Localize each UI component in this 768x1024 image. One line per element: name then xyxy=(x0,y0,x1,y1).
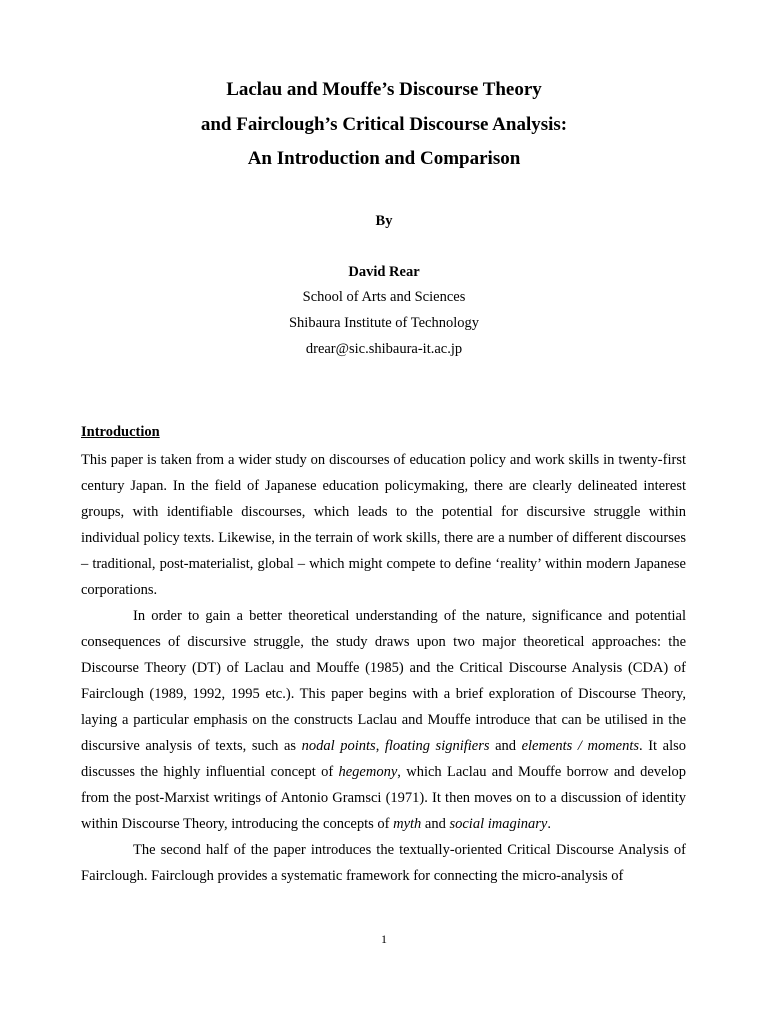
italic-term: floating signifiers xyxy=(384,738,490,754)
paragraph-text: and xyxy=(489,738,522,754)
author-email: drear@sic.shibaura-it.ac.jp xyxy=(305,341,463,357)
by-label: By xyxy=(375,213,393,229)
section-heading: Introduction xyxy=(81,424,160,440)
paragraph-text: and xyxy=(421,816,450,832)
title-line-2: and Fairclough’s Critical Discourse Analysis: xyxy=(200,114,568,135)
italic-term: myth xyxy=(393,816,422,832)
paragraph xyxy=(81,447,686,603)
paragraph-text: , xyxy=(375,738,385,754)
italic-term: elements / moments xyxy=(521,738,640,754)
title-line-3: An Introduction and Comparison xyxy=(247,148,521,169)
paragraph-text: , which Laclau and Mouffe borrow and develop from the post-Marxist writings of Antonio Gramsci (1971). It then moves on to a discussion of identity within Discourse Theory, introducing the concepts of xyxy=(81,764,686,832)
title-line-1: Laclau and Mouffe’s Discourse Theory xyxy=(226,79,542,100)
paragraph-text: In order to gain a better theoretical understanding of the nature, significance and potential consequences of discursive struggle, the study draws upon two major theoretical approaches: the Discourse Theory (DT) of Laclau and Mouffe (1985) and the Critical Discourse Analysis (CDA) of Fairclough (1989, 1992, 1995 etc.). This paper begins with a brief exploration of Discourse Theory, laying a particular emphasis on the constructs Laclau and Mouffe introduce that can be utilised in the discursive analysis of texts, such as xyxy=(81,608,686,754)
italic-term: nodal points xyxy=(301,738,376,754)
author-institution: Shibaura Institute of Technology xyxy=(288,315,479,331)
paragraph xyxy=(81,837,686,889)
paragraph-text: The second half of the paper introduces the textually-oriented Critical Discourse Analysis of Fairclough. Fairclough provides a systematic framework for connecting the micro-analysis of xyxy=(81,842,686,884)
page-number: 1 xyxy=(381,932,387,946)
author-department: School of Arts and Sciences xyxy=(302,289,466,305)
paragraph-text: . xyxy=(547,816,551,832)
italic-term: hegemony xyxy=(338,764,398,780)
italic-term: social imaginary xyxy=(449,816,548,832)
paragraph-text: This paper is taken from a wider study on discourses of education policy and work skills in twenty-first century Japan. In the field of Japanese education policymaking, there are clearly delineated interest groups, with identifiable discourses, which leads to the potential for discursive struggle within individual policy texts. Likewise, in the terrain of work skills, there are a number of different discourses – traditional, post-materialist, global – which might compete to define ‘reality’ within modern Japanese corporations. xyxy=(81,452,686,598)
paragraph-text: . It also discusses the highly influential concept of xyxy=(81,738,686,780)
body-text xyxy=(81,447,686,889)
author-name: David Rear xyxy=(348,264,420,280)
paragraph xyxy=(81,603,686,837)
